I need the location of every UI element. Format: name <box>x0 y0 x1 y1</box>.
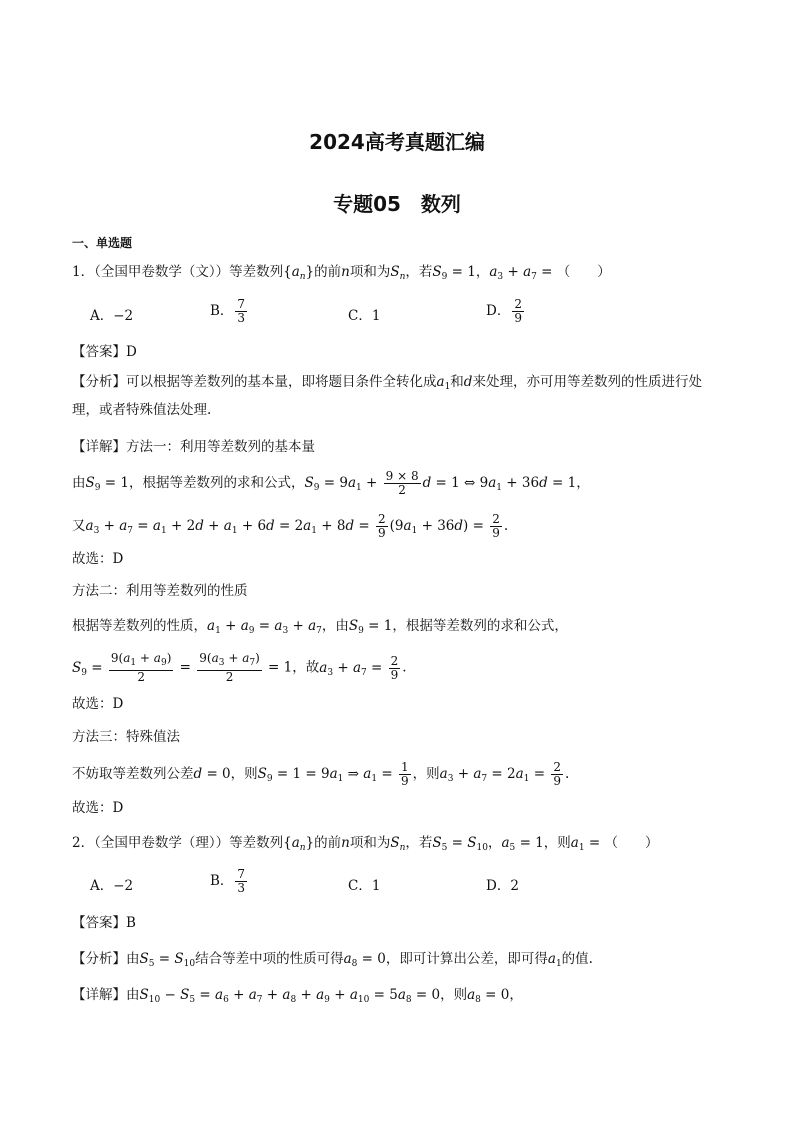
question-1-option-d: D． $\frac{2}{9}$ <box>486 297 522 325</box>
question-1-method1-step2: 又$a_3 + a_7 = a_1 + 2d + a_1 + 6d = 2a_1 + 8d$ = $\frac{2}{9}$ $(9a_1 + 36d)$ = $\frac{2}{9}$ . <box>72 512 509 540</box>
question-1-analysis-cont: 理，或者特殊值法处理. <box>72 402 212 418</box>
question-2-option-d: D．2 <box>486 878 519 894</box>
question-2-stem: 2．（全国甲卷数学（理））等差数列$\{a_n\}$的前n项和为$S_n$，若$S_5 = S_{10}$，$a_5 = 1$，则$a_1$ = （ ） <box>72 835 659 853</box>
question-1-option-b: B． $\frac{7}{3}$ <box>210 297 246 325</box>
question-2-option-b: B． $\frac{7}{3}$ <box>210 867 246 895</box>
question-1-method2-step2: $S_9$ = $\frac{9(a_1 + a_9)}{2}$ = $\frac{9(a_3 + a_7)}{2}$ = 1，故$a_3 + a_7$ = $\frac{2}{9}$ . <box>72 651 407 684</box>
question-1-choose-2: 故选：D <box>72 696 124 712</box>
question-2-option-a: A．−2 <box>90 878 134 894</box>
section-heading: 一、单选题 <box>72 236 133 250</box>
document-title: 2024高考真题汇编 <box>309 130 485 154</box>
question-2-answer: 【答案】B <box>72 915 136 931</box>
question-1-choose-1: 故选：D <box>72 551 124 567</box>
question-1-detail: 【详解】方法一：利用等差数列的基本量 <box>72 439 315 455</box>
question-2-option-c: C．1 <box>348 878 381 894</box>
question-2-detail: 【详解】由$S_{10} - S_5 = a_6 + a_7 + a_8 + a_9 + a_{10} = 5a_8 = 0$，则$a_8 = 0$， <box>72 987 523 1005</box>
question-2-analysis: 【分析】由$S_5 = S_{10}$结合等差中项的性质可得$a_8 = 0$，即可计算出公差，即可得$a_1$的值. <box>72 951 593 969</box>
question-1-method3-step: 不妨取等差数列公差d = 0，则$S_9 = 1 = 9a_1$ ⇒ $a_1$ = $\frac{1}{9}$ ，则$a_3 + a_7 = 2a_1$ = $\frac{2}{9}$ . <box>72 760 570 788</box>
question-1-option-c: C．1 <box>348 308 381 324</box>
question-1-answer: 【答案】D <box>72 344 137 360</box>
question-1-method1-step1: 由$S_9 = 1$，根据等差数列的求和公式，$S_9 = 9a_1$ + $\frac{9 \times 8}{2}$ d = 1 ⇔ $9a_1 + 36d = 1$， <box>72 469 590 497</box>
document-subtitle: 专题05 数列 <box>333 192 461 216</box>
question-1-option-a: A．−2 <box>90 308 134 324</box>
question-1-stem: 1．（全国甲卷数学（文））等差数列$\{a_n\}$的前n项和为$S_n$，若$S_9 = 1$，$a_3 + a_7$ = （ ） <box>72 264 611 282</box>
question-1-method3-title: 方法三：特殊值法 <box>72 729 180 745</box>
question-1-analysis: 【分析】可以根据等差数列的基本量，即将题目条件全转化成$a_1$和d来处理，亦可用等差数列的性质进行处 <box>72 374 702 392</box>
question-1-choose-3: 故选：D <box>72 800 124 816</box>
question-1-method2-title: 方法二：利用等差数列的性质 <box>72 583 248 599</box>
question-1-method2-step1: 根据等差数列的性质，$a_1 + a_9 = a_3 + a_7$，由$S_9 = 1$，根据等差数列的求和公式， <box>72 618 568 636</box>
